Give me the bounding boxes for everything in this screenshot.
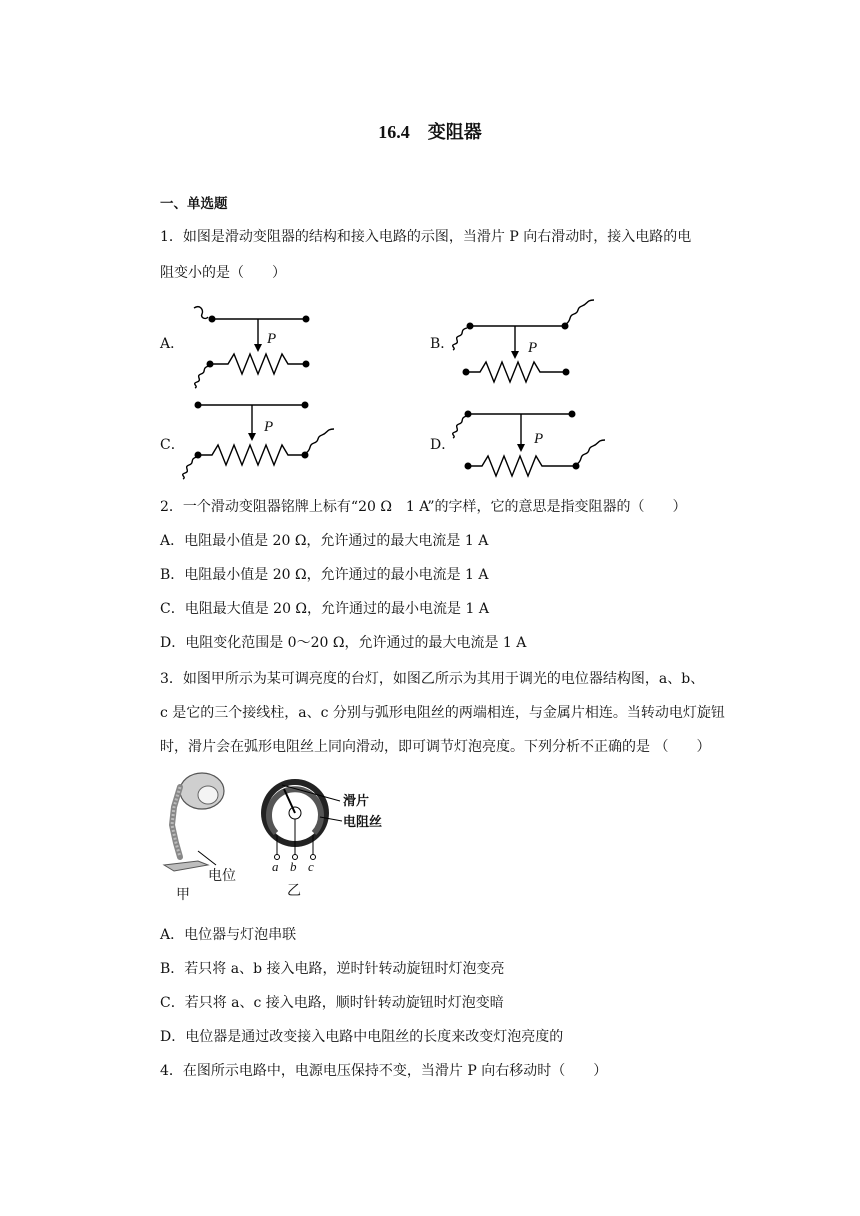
desk-lamp-image	[164, 773, 224, 871]
section-heading: 一、单选题	[160, 196, 228, 212]
fig-yi-label: 乙	[287, 883, 301, 899]
q1-diagram-c	[183, 405, 334, 479]
q1-c-slider-label: P	[264, 419, 274, 435]
q3-option-d: D．电位器是通过改变接入电路中电阻丝的长度来改变灯泡亮度的	[160, 1029, 564, 1045]
q3-stem-line3: 时，滑片会在弧形电阻丝上同向滑动，即可调节灯泡亮度。下列分析不正确的是 （ ）	[160, 739, 711, 755]
q1-b-slider-label: P	[528, 340, 538, 356]
resistance-wire-label: 电阻丝	[343, 815, 383, 830]
q1-diagram-d	[453, 414, 605, 476]
q1-diagrams	[0, 0, 860, 480]
potentiometer-label: 电位	[208, 868, 236, 884]
q2-option-a: A．电阻最小值是 20 Ω，允许通过的最大电流是 1 A	[160, 533, 489, 549]
potentiometer-diagram	[261, 779, 342, 860]
title-text: 变阻器	[427, 122, 482, 143]
slider-label: 滑片	[343, 794, 370, 809]
terminal-c-label: c	[308, 859, 314, 874]
q1-option-d-label: D．	[430, 437, 456, 453]
q2-stem: 2．一个滑动变阻器铭牌上标有“20 Ω 1 A”的字样，它的意思是指变阻器的（ ）	[160, 499, 687, 515]
q3-stem-line2: c 是它的三个接线柱，a、c 分别与弧形电阻丝的两端相连，与金属片相连。当转动电灯旋钮	[160, 705, 725, 721]
q1-option-c-label: C．	[160, 437, 185, 453]
q3-option-a: A．电位器与灯泡串联	[160, 927, 297, 943]
q1-stem-line2: 阻变小的是（ ）	[160, 265, 286, 281]
q1-option-b-label: B．	[430, 336, 455, 352]
q2-option-c: C．电阻最大值是 20 Ω，允许通过的最小电流是 1 A	[160, 601, 489, 617]
q3-stem-line1: 3．如图甲所示为某可调亮度的台灯，如图乙所示为其用于调光的电位器结构图，a、b、	[160, 671, 705, 687]
q2-option-d: D．电阻变化范围是 0～20 Ω，允许通过的最大电流是 1 A	[160, 635, 527, 651]
q2-option-b: B．电阻最小值是 20 Ω，允许通过的最小电流是 1 A	[160, 567, 489, 583]
terminal-b-label: b	[290, 859, 297, 874]
title-number: 16.4	[378, 122, 410, 142]
q4-stem: 4．在图所示电路中，电源电压保持不变，当滑片 P 向右移动时（ ）	[160, 1063, 608, 1079]
q1-diagram-b	[453, 300, 594, 382]
terminal-a-label: a	[272, 859, 279, 874]
q1-option-a-label: A．	[160, 336, 185, 352]
q1-stem-line1: 1．如图是滑动变阻器的结构和接入电路的示图，当滑片 P 向右滑动时，接入电路的电	[160, 229, 692, 245]
q3-option-b: B．若只将 a、b 接入电路，逆时针转动旋钮时灯泡变亮	[160, 961, 505, 977]
q1-a-slider-label: P	[267, 331, 277, 347]
q3-option-c: C．若只将 a、c 接入电路，顺时针转动旋钮时灯泡变暗	[160, 995, 504, 1011]
q1-d-slider-label: P	[534, 431, 544, 447]
fig-jia-label: 甲	[176, 887, 190, 903]
